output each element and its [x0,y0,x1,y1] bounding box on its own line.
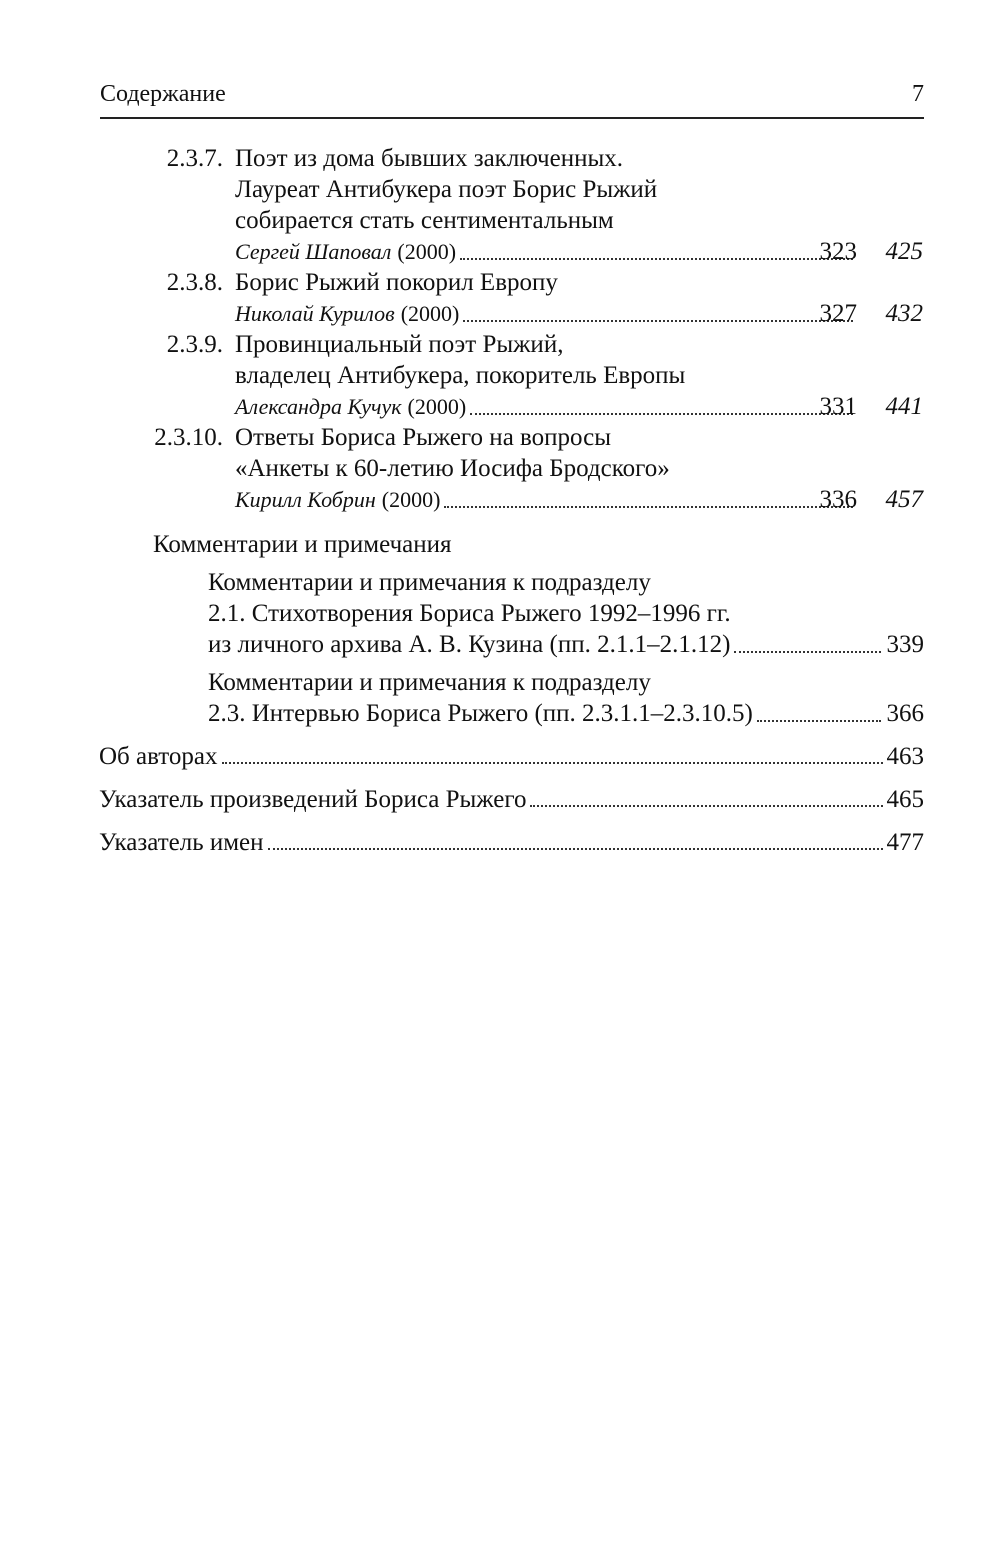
comment-title-line: из личного архива А. В. Кузина (пп. 2.1.1–2.1.12) [208,631,731,658]
dot-leader [268,848,883,850]
entry-number: 2.3.8. [166,269,223,296]
entry-title-line: Борис Рыжий покорил Европу [235,269,558,296]
entry-title-line: Провинциальный поэт Рыжий, [235,331,564,358]
top-entry-title: Об авторах [99,743,218,770]
entry-number: 2.3.9. [166,331,223,358]
entry-title-line: Лауреат Антибукера поэт Борис Рыжий [235,176,658,203]
top-entry-title: Указатель имен [99,829,264,856]
entry-author: Александра Кучук [235,394,402,419]
entry-title-line: собирается стать сентиментальным [235,207,614,234]
entry-number: 2.3.7. [166,145,223,172]
entry-title-line: «Анкеты к 60-летию Иосифа Бродского» [235,455,670,482]
dot-leader [463,320,853,322]
top-entry-page: 477 [886,829,924,856]
entry-year: (2000) [407,394,467,419]
entry-page: 336 [819,486,857,513]
toc-top-entry[interactable] [99,784,924,815]
running-header [100,77,924,119]
comment-entry[interactable] [208,567,924,660]
entry-number: 2.3.10. [154,424,223,451]
comment-entry[interactable] [208,667,924,729]
entry-author-line [235,484,857,515]
comment-page: 339 [886,631,924,658]
dot-leader [757,720,881,722]
entry-title-line: Поэт из дома бывших заключенных. [235,145,624,172]
dot-leader [470,413,853,415]
entry-page-alt: 425 [885,238,923,265]
entry-year: (2000) [400,301,460,326]
entry-page-alt: 457 [885,486,923,513]
entry-page: 331 [819,393,857,420]
entry-title-line: Ответы Бориса Рыжего на вопросы [235,424,612,451]
dot-leader [460,258,853,260]
entry-author: Николай Курилов [235,301,395,326]
comment-page: 366 [886,700,924,727]
top-entry-title: Указатель произведений Бориса Рыжего [99,786,527,813]
entry-author: Кирилл Кобрин [235,487,376,512]
entry-author-line [235,298,857,329]
header-page-number: 7 [912,81,924,107]
dot-leader [444,506,853,508]
toc-content [0,143,1000,858]
toc-top-entry[interactable] [99,741,924,772]
top-entry-line [99,784,924,815]
entry-author-line [235,236,857,267]
entry-page-alt: 441 [885,393,923,420]
toc-entry[interactable] [0,267,1000,329]
entry-title-line: владелец Антибукера, покоритель Европы [235,362,686,389]
toc-entry[interactable] [0,329,1000,422]
comment-title-line: 2.3. Интервью Бориса Рыжего (пп. 2.3.1.1–2.3.10.5) [208,700,753,727]
entry-year: (2000) [397,239,457,264]
comments-heading[interactable]: Комментарии и примечания [153,531,452,558]
dot-leader [222,762,883,764]
comment-title-line: 2.1. Стихотворения Бориса Рыжего 1992–1996 гг. [208,600,731,627]
comment-title-line: Комментарии и примечания к подразделу [208,669,651,696]
entry-author-line [235,391,857,422]
toc-entry[interactable] [0,422,1000,515]
entry-author: Сергей Шаповал [235,239,392,264]
toc-top-entry[interactable] [99,827,924,858]
entry-year: (2000) [381,487,441,512]
top-entry-line [99,741,924,772]
header-title: Содержание [100,81,226,107]
dot-leader [530,805,882,807]
entry-page: 323 [819,238,857,265]
comment-last-line [208,629,924,660]
top-entry-line [99,827,924,858]
dot-leader [734,651,880,653]
top-entry-page: 463 [886,743,924,770]
toc-entry[interactable] [0,143,1000,267]
entry-page-alt: 432 [885,300,923,327]
comment-title-line: Комментарии и примечания к подразделу [208,569,651,596]
entry-page: 327 [819,300,857,327]
top-entry-page: 465 [886,786,924,813]
comment-last-line [208,698,924,729]
